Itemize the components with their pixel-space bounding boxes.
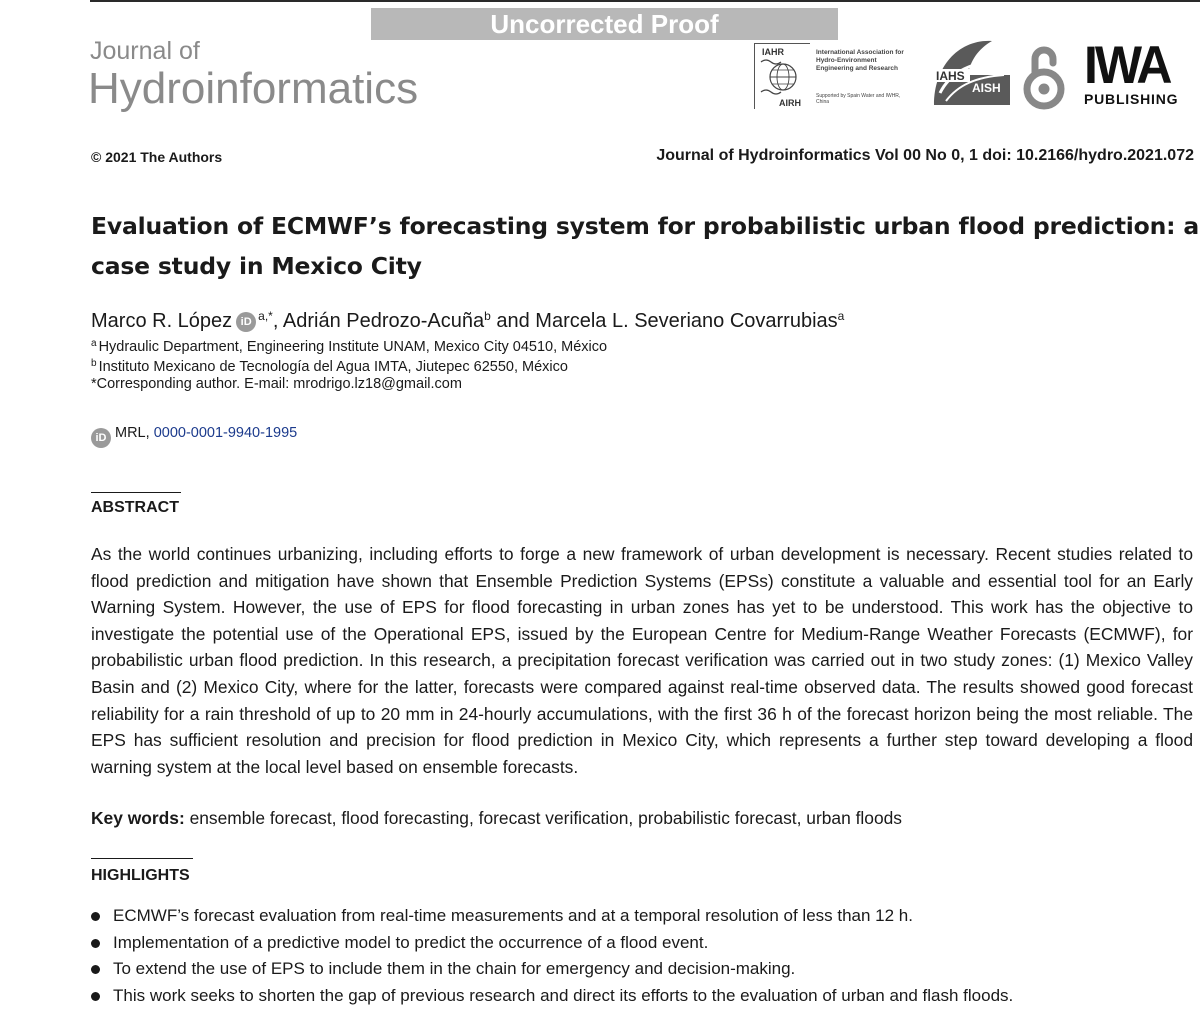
journal-logo-line1: Journal of (90, 37, 200, 65)
highlight-text: This work seeks to shorten the gap of previous research and direct its efforts to the evaluation of urban and flash floods. (113, 985, 1014, 1005)
open-access-icon (1022, 43, 1066, 111)
iahs-aish-emblem (930, 35, 1012, 109)
orcid-link[interactable]: 0000-0001-9940-1995 (153, 425, 298, 441)
iahr-globe-icon (755, 44, 811, 110)
affiliation-mark: a (91, 338, 97, 349)
orcid-icon[interactable]: iD (236, 312, 256, 332)
iahs-aish-logo (930, 35, 1012, 109)
keywords-label: Key words: (91, 808, 185, 828)
list-item (91, 903, 1013, 930)
author-separator: and (490, 310, 536, 332)
highlights-rule (91, 858, 193, 859)
iahr-label-top: IAHR (762, 47, 784, 57)
article-title: Evaluation of ECMWF’s forecasting system for probabilistic urban flood prediction: a case study in Mexico City (91, 212, 1199, 280)
highlights-heading: HIGHLIGHTS (91, 867, 190, 884)
affiliation-text: Hydraulic Department, Engineering Institute UNAM, Mexico City 04510, México (98, 339, 608, 355)
iahr-label-bottom: AIRH (779, 98, 801, 108)
list-item (91, 930, 1013, 957)
iahr-name: International Association for Hydro-Environment Engineering and Research (816, 49, 904, 72)
author-affiliation-mark: a,* (258, 309, 273, 323)
bullet-icon (91, 992, 100, 1001)
iahr-emblem (754, 43, 810, 109)
author-affiliation-mark: b (484, 309, 491, 323)
publisher-logos (754, 35, 1194, 115)
aish-label: AISH (972, 81, 1001, 95)
iahs-label: IAHS (936, 69, 965, 83)
uncorrected-proof-banner: Uncorrected Proof (371, 8, 838, 40)
author-affiliation-mark: a (837, 309, 845, 323)
highlight-text: Implementation of a predictive model to predict the occurrence of a flood event. (113, 932, 709, 952)
author-separator: , (272, 310, 283, 332)
journal-citation: Journal of Hydroinformatics Vol 00 No 0, 1 doi: 10.2166/hydro.2021.072 (656, 147, 1194, 164)
highlight-text: To extend the use of EPS to include them in the chain for emergency and decision-making. (113, 959, 796, 978)
iahr-logo (754, 43, 912, 109)
author-name: Adrián Pedrozo-Acuña (282, 310, 485, 332)
iwa-publishing-logo (1084, 35, 1190, 111)
keywords-text: ensemble forecast, flood forecasting, forecast verification, probabilistic forecast, urban floods (184, 808, 902, 828)
author-name: Marcela L. Severiano Covarrubias (535, 310, 838, 332)
orcid-record (91, 422, 297, 448)
abstract-heading: ABSTRACT (91, 499, 179, 516)
orcid-icon: iD (91, 428, 111, 448)
highlights-list (91, 903, 1013, 1009)
journal-logo (90, 36, 418, 112)
bullet-icon (91, 965, 100, 974)
top-rule (90, 0, 1200, 2)
author-name: Marco R. López (91, 310, 233, 332)
bullet-icon (91, 912, 100, 921)
keywords (91, 805, 902, 831)
copyright-notice: © 2021 The Authors (91, 149, 223, 165)
journal-logo-line2: Hydroinformatics (88, 64, 419, 113)
iahr-support: Supported by Spain Water and IWHR, China (816, 93, 901, 105)
bullet-icon (91, 939, 100, 948)
iwa-publishing-label: PUBLISHING (1084, 91, 1179, 107)
iwa-wordmark: IWA (1084, 35, 1170, 95)
highlight-text: ECMWF’s forecast evaluation from real-time measurements and at a temporal resolution of less than 12 h. (113, 906, 913, 925)
affiliation-mark: b (91, 358, 97, 369)
orcid-initials: MRL, (115, 425, 150, 441)
abstract-rule (91, 492, 181, 493)
abstract-text: As the world continues urbanizing, including efforts to forge a new framework of urban development is necessary. Recent studies related to flood prediction and mitigation have shown that Ensemble Prediction Systems (EPSs) constitute a valuable and essential tool for an Early Warning System. However, the use of EPS for flood forecasting in urban zones has yet to be understood. This work has the objective to investigate the potential use of the Operational EPS, issued by the European Centre for Medium-Range Weather Forecasts (ECMWF), for probabilistic urban flood prediction. In this research, a precipitation forecast verification was carried out in two study zones: (1) Mexico Valley Basin and (2) Mexico City, where for the latter, forecasts were compared against real-time observed data. The results showed good forecast reliability for a rain threshold of up to 20 mm in 24-hourly accumulations, with the first 36 h of the forecast horizon being the most reliable. The EPS has sufficient resolution and precision for flood prediction in Mexico City, which represents a further step toward developing a flood warning system at the local level based on ensemble forecasts. (91, 544, 1193, 777)
list-item (91, 983, 1013, 1010)
affiliation-text: Instituto Mexicano de Tecnología del Agua IMTA, Jiutepec 62550, México (98, 359, 568, 375)
list-item (91, 956, 1013, 983)
corresponding-author: *Corresponding author. E-mail: mrodrigo.lz18@gmail.com (91, 376, 462, 392)
author-list (91, 302, 844, 335)
